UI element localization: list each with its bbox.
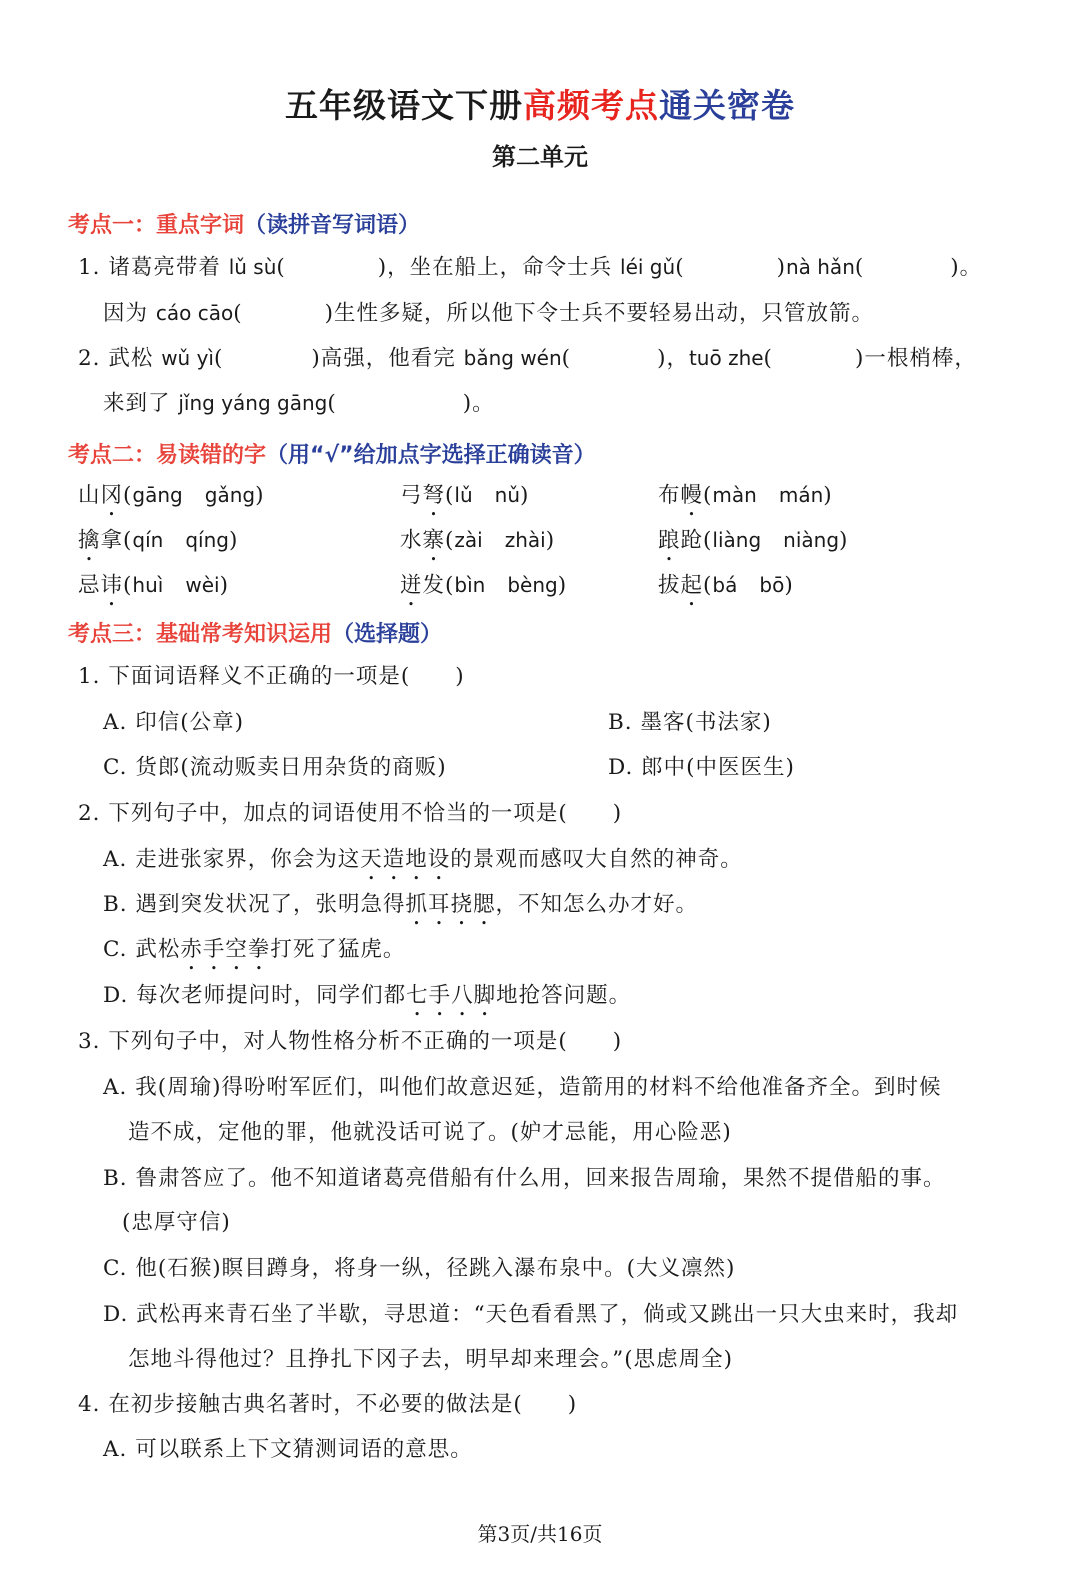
- reading-option-2[interactable]: mán: [778, 483, 824, 507]
- option-text: C. 武松: [103, 937, 181, 962]
- s3-q1: 1. 下面词语释义不正确的一项是( ): [78, 664, 465, 689]
- page-number: 第3页/共16页: [477, 1522, 603, 1546]
- title-part2: 高频考点: [523, 86, 659, 125]
- reading-choice-item: [400, 568, 567, 611]
- reading-choice-item: [78, 523, 238, 566]
- reading-option-1[interactable]: qín: [132, 528, 164, 552]
- pinyin-caocao: cáo cāo: [155, 301, 234, 325]
- s1-q2-line2: 来到了 jǐng yáng gāng( )。: [103, 391, 495, 416]
- reading-option-1[interactable]: lǔ: [454, 483, 473, 507]
- s1-q1-text-a: 1. 诸葛亮带着: [78, 255, 221, 280]
- s3-q2-option-c[interactable]: [103, 932, 405, 975]
- s1-q1-text-c: 。: [959, 255, 983, 280]
- s3-q3-option-a-line1[interactable]: A. 我(周瑜)得吩咐军匠们，叫他们故意迟延，造箭用的材料不给他准备齐全。到时候: [103, 1075, 942, 1100]
- section2-instruction: （用“√”给加点字选择正确读音）: [266, 443, 596, 468]
- reading-choice-item: [400, 478, 529, 521]
- s3-q3-option-d-line1[interactable]: D. 武松再来青石坐了半歇，寻思道：“天色看看黑了，倘或又跳出一只大虫来时，我却: [103, 1302, 959, 1327]
- word-char: 擒: [78, 528, 101, 553]
- s3-q1-option-b[interactable]: B. 墨客(书法家): [608, 710, 772, 735]
- option-text: ，不知怎么办才好。: [495, 892, 699, 917]
- s3-q2-option-d[interactable]: [103, 978, 631, 1021]
- s3-q3: 3. 下列句子中，对人物性格分析不正确的一项是( ): [78, 1029, 623, 1054]
- paren: ): [255, 483, 265, 508]
- reading-option-1[interactable]: zài: [454, 528, 483, 552]
- paren: (: [445, 483, 455, 508]
- word-char: 弓: [400, 483, 423, 508]
- dotted-phrase: 七手八脚: [406, 983, 497, 1008]
- option-text: D. 每次老师提问时，同学们都: [103, 983, 407, 1008]
- word-char: 山: [78, 483, 101, 508]
- s1-q1-text-d: 因为: [103, 301, 149, 326]
- title-part3: 通关密卷: [659, 86, 795, 125]
- paren: ): [219, 573, 229, 598]
- section3-instruction: （选择题）: [332, 622, 443, 647]
- s3-q2-option-b[interactable]: [103, 887, 698, 930]
- pinyin-wuyi: wǔ yì: [161, 346, 214, 370]
- section1-heading: [68, 208, 420, 239]
- paren: ): [228, 528, 239, 553]
- s3-q1-option-c[interactable]: C. 货郎(流动贩卖日用杂货的商贩): [103, 755, 447, 780]
- s1-q2-text-c: 一根梢棒，: [864, 346, 977, 371]
- reading-choice-item: [658, 568, 794, 611]
- dotted-phrase: 赤手空拳: [180, 937, 271, 962]
- option-text: B. 遇到突发状况了，张明急得: [103, 892, 406, 917]
- reading-option-1[interactable]: màn: [712, 483, 757, 507]
- s1-q2-line1: 2. 武松 wǔ yì( )高强，他看完 bǎng wén( )，tuō zhe( )一根梢棒，: [78, 346, 977, 371]
- s1-q2-text-e: 。: [472, 391, 495, 416]
- s3-q3-option-b-line1[interactable]: B. 鲁肃答应了。他不知道诸葛亮借船有什么用，回来报告周瑜，果然不提借船的事。: [103, 1166, 946, 1191]
- word-char: 迸: [400, 573, 423, 598]
- s3-q3-option-a-line2: 造不成，定他的罪，他就没话可说了。(妒才忌能，用心险恶): [128, 1120, 732, 1145]
- option-text: 打死了猛虎。: [270, 937, 406, 962]
- paren: ): [784, 573, 794, 598]
- option-text: A. 走进张家界，你会为这: [103, 847, 361, 872]
- reading-option-1[interactable]: liàng: [712, 528, 762, 552]
- s1-q2-text-b: 高强，他看完: [320, 346, 456, 371]
- pinyin-lusu: lǔ sù: [228, 255, 277, 279]
- section3-heading: [68, 617, 442, 648]
- word-char: 踉: [658, 528, 681, 553]
- s3-q4: 4. 在初步接触古典名著时，不必要的做法是( ): [78, 1392, 578, 1417]
- s1-q1-text-e: 生性多疑，所以他下令士兵不要轻易出动，只管放箭。: [333, 301, 874, 326]
- s3-q3-option-b-line2: (忠厚守信): [122, 1210, 231, 1235]
- paren: (: [703, 573, 713, 598]
- title-part1: 五年级语文下册: [285, 86, 523, 125]
- reading-option-2[interactable]: bō: [759, 573, 785, 597]
- reading-option-1[interactable]: bìn: [454, 573, 486, 597]
- pinyin-jingyanggang: jǐng yáng gāng: [178, 391, 328, 415]
- reading-choice-item: [658, 523, 848, 566]
- s1-q2-text-d: 来到了: [103, 391, 171, 416]
- reading-option-1[interactable]: huì: [132, 573, 164, 597]
- option-text: 的景观而感叹大自然的神奇。: [450, 847, 743, 872]
- s1-q2-text-a: 2. 武松: [78, 346, 154, 371]
- s3-q1-option-a[interactable]: A. 印信(公章): [103, 710, 244, 735]
- pinyin-leigu: léi gǔ: [620, 255, 676, 279]
- paren: (: [703, 528, 713, 553]
- word-char: 水: [400, 528, 423, 553]
- paren: ): [839, 528, 849, 553]
- word-char: 跄: [680, 528, 704, 553]
- page-title: [0, 80, 1080, 127]
- s3-q3-option-c[interactable]: C. 他(石猴)瞑目蹲身，将身一纵，径跳入瀑布泉中。(大义凛然): [103, 1256, 736, 1281]
- paren: ): [557, 573, 568, 598]
- section1-instruction: （读拼音写词语）: [244, 213, 421, 238]
- reading-choice-item: [400, 523, 555, 566]
- reading-option-2[interactable]: qíng: [185, 528, 229, 552]
- reading-option-2[interactable]: gǎng: [204, 483, 256, 507]
- reading-option-2[interactable]: wèi: [185, 573, 220, 597]
- pinyin-tuozhe: tuō zhe: [688, 346, 764, 370]
- unit-subtitle: 第二单元: [492, 142, 588, 171]
- paren: (: [703, 483, 713, 508]
- paren: ): [520, 483, 530, 508]
- s1-q1-line2: 因为 cáo cāo( )生性多疑，所以他下令士兵不要轻易出动，只管放箭。: [103, 301, 874, 326]
- section2-title: 考点二：易读错的字: [68, 443, 267, 468]
- section2-heading: [68, 438, 596, 469]
- paren: ): [823, 483, 833, 508]
- s3-q1-option-d[interactable]: D. 郎中(中医医生): [608, 755, 795, 780]
- pinyin-nahan: nà hǎn: [785, 255, 855, 279]
- section3-title: 考点三：基础常考知识运用: [68, 622, 333, 647]
- section1-title: 考点一：重点字词: [68, 213, 245, 238]
- reading-choice-item: [78, 478, 264, 521]
- reading-option-2[interactable]: zhài: [504, 528, 546, 552]
- word-char: 起: [680, 573, 704, 598]
- reading-option-1[interactable]: gāng: [132, 483, 183, 507]
- option-text: 地抢答问题。: [496, 983, 632, 1008]
- word-char: 拔: [658, 573, 681, 598]
- paren: (: [123, 528, 133, 553]
- reading-option-2[interactable]: niàng: [783, 528, 840, 552]
- reading-option-2[interactable]: nǔ: [494, 483, 521, 507]
- word-char: 讳: [100, 573, 124, 598]
- s3-q2-option-a[interactable]: [103, 842, 743, 885]
- paren: (: [123, 483, 133, 508]
- s1-q1-line1: 1. 诸葛亮带着 lǔ sù( )，坐在船上，命令士兵 léi gǔ( )nà hǎn( )。: [78, 255, 983, 280]
- paren: (: [123, 573, 133, 598]
- word-char: 弩: [422, 483, 446, 508]
- word-char: 忌: [78, 573, 101, 598]
- dotted-phrase: 天造地设: [360, 847, 451, 872]
- word-char: 发: [422, 573, 446, 598]
- paren: ): [545, 528, 556, 553]
- s3-q4-option-a[interactable]: A. 可以联系上下文猜测词语的意思。: [103, 1437, 473, 1462]
- word-char: 冈: [100, 483, 124, 508]
- reading-choice-item: [78, 568, 229, 611]
- dotted-phrase: 抓耳挠腮: [405, 892, 496, 917]
- word-char: 幔: [680, 483, 704, 508]
- reading-option-2[interactable]: bèng: [507, 573, 558, 597]
- word-char: 拿: [100, 528, 124, 553]
- word-char: 寨: [422, 528, 446, 553]
- pinyin-bangwen: bǎng wén: [463, 346, 562, 370]
- s3-q3-option-d-line2: 怎地斗得他过？且挣扎下冈子去，明早却来理会。”(思虑周全): [128, 1347, 734, 1372]
- s1-q1-text-b: ，坐在船上，命令士兵: [387, 255, 613, 280]
- paren: (: [445, 573, 455, 598]
- reading-option-1[interactable]: bá: [712, 573, 738, 597]
- paren: (: [445, 528, 455, 553]
- s3-q2: 2. 下列句子中，加点的词语使用不恰当的一项是( ): [78, 801, 623, 826]
- word-char: 布: [658, 483, 681, 508]
- reading-choice-item: [658, 478, 833, 521]
